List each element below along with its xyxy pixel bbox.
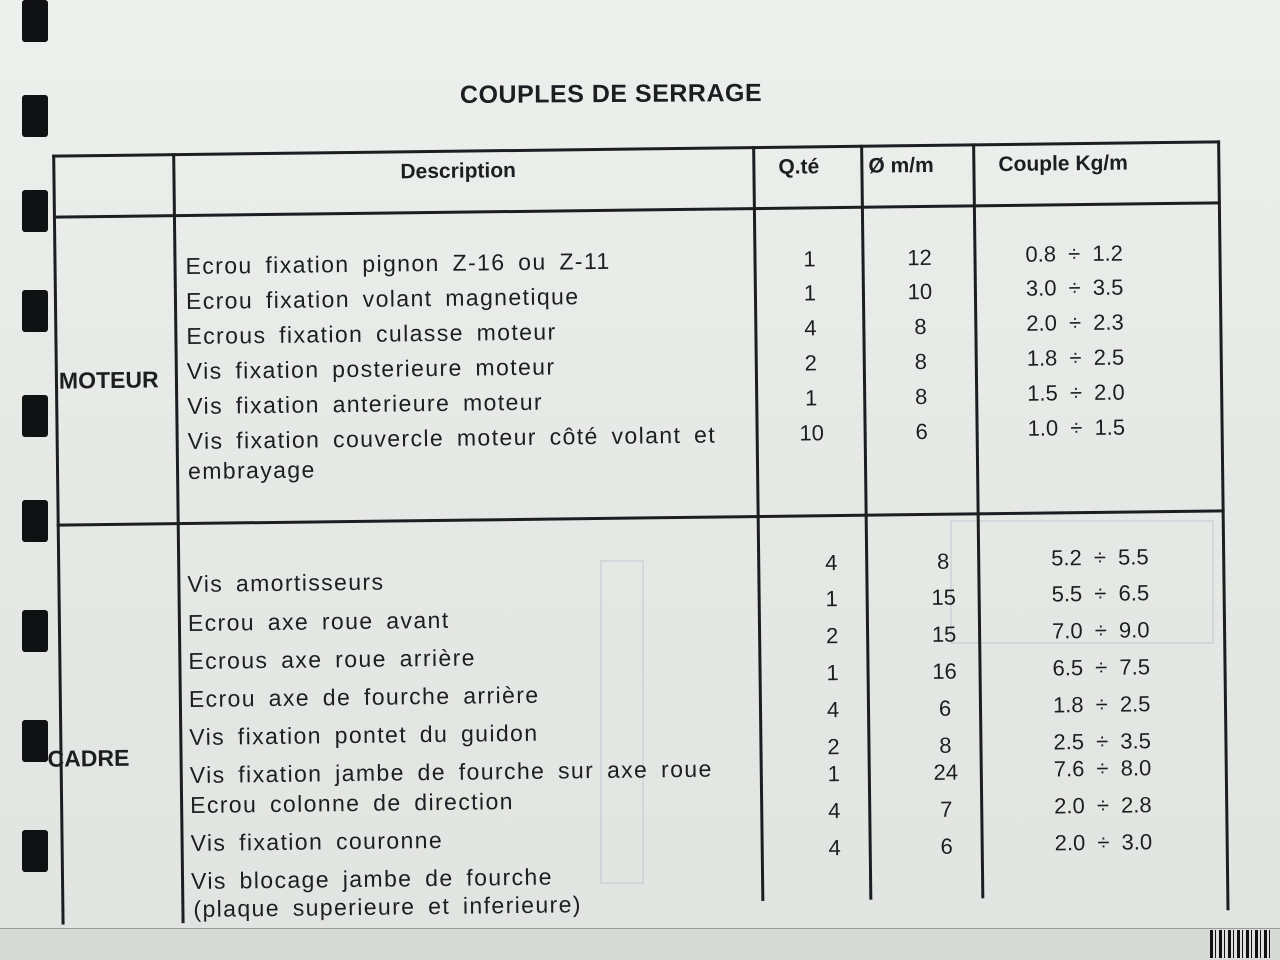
table-row-couple: 2.0 ÷ 2.3 [1026,309,1124,336]
table-row-diameter: 8 [914,383,928,410]
table-row-couple: 0.8 ÷ 1.2 [1025,240,1124,267]
table-row-couple: 6.5 ÷ 7.5 [1052,654,1151,681]
table-row-diameter: 16 [932,658,957,684]
table-row-diameter: 12 [907,244,932,271]
barcode [1210,930,1270,958]
section-label-moteur: MOTEUR [58,366,159,394]
table-row-description-cont: embrayage [187,456,316,484]
table-row-couple: 1.5 ÷ 2.0 [1027,379,1125,406]
table-row-qty: 4 [828,835,841,861]
section-label-cadre: CADRE [47,744,130,772]
table-row-description: Vis fixation anterieure moteur [187,388,544,419]
table-row-couple: 7.0 ÷ 9.0 [1051,617,1150,644]
table-row-qty: 4 [804,315,817,341]
binding-hole [22,0,48,42]
table-row-description: Ecrou axe roue avant [187,606,450,637]
table-row-description: Ecrous fixation culasse moteur [186,318,557,350]
table-row-couple: 2.0 ÷ 3.0 [1054,829,1153,856]
table-row-description: Vis fixation jambe de fourche sur axe roue [189,755,713,788]
table-row-couple: 3.0 ÷ 3.5 [1025,274,1124,301]
table-row-description: Ecrou colonne de direction [189,788,515,818]
table-row-diameter: 15 [931,584,957,610]
header-couple: Couple Kg/m [998,151,1129,177]
table-row-description: Ecrou fixation pignon Z-16 ou Z-11 [185,247,611,280]
page-title: COUPLES DE SERRAGE [459,78,763,110]
table-row-couple: 2.0 ÷ 2.8 [1054,792,1152,819]
table-row-diameter: 8 [914,348,928,375]
header-diameter: Ø m/m [868,153,934,178]
table-row-diameter: 6 [940,833,953,859]
header-description: Description [400,158,517,184]
table-row-description: Ecrous axe roue arrière [188,644,477,675]
table-row-description-cont: (plaque superieure et inferieure) [193,891,583,922]
table-row-description: Vis blocage jambe de fourche [190,863,554,894]
next-page-edge [0,928,1280,960]
header-qty: Q.té [778,155,820,179]
table-row-qty: 1 [804,385,818,411]
table-row-diameter: 8 [939,732,952,758]
table-row-diameter: 6 [938,695,952,721]
table-row-couple: 5.5 ÷ 6.5 [1051,580,1150,607]
table-row-diameter: 8 [914,313,927,340]
table-row-diameter: 8 [936,548,950,574]
table-row-qty: 1 [826,660,839,686]
table-row-qty: 1 [803,280,817,306]
torque-table [22,125,1237,930]
table-row-couple: 7.6 ÷ 8.0 [1053,755,1152,782]
table-row-qty: 2 [804,350,818,376]
table-row-diameter: 24 [933,759,959,785]
table-row-couple: 1.8 ÷ 2.5 [1052,691,1151,718]
table-row-couple: 2.5 ÷ 3.5 [1053,728,1152,755]
table-row-qty: 4 [826,697,840,723]
table-row-qty: 1 [825,586,838,612]
table-row-qty: 2 [827,734,840,760]
table-row-qty: 4 [827,798,841,824]
table-row-qty: 1 [803,246,816,272]
binding-hole [22,95,48,137]
table-row-description: Ecrou axe de fourche arrière [188,681,540,713]
table-row-couple: 1.0 ÷ 1.5 [1027,414,1126,441]
table-row-diameter: 7 [939,796,953,822]
table-row-description: Vis fixation pontet du guidon [189,719,539,750]
table-row-description: Vis amortisseurs [187,568,385,598]
table-row-description: Vis fixation couronne [190,826,444,856]
table-row-description: Vis fixation posterieure moteur [186,353,556,385]
table-row-qty: 2 [825,623,839,649]
table-row-qty: 4 [824,550,838,576]
table-row-couple: 1.8 ÷ 2.5 [1026,344,1125,371]
table-row-couple: 5.2 ÷ 5.5 [1051,544,1149,571]
table-row-diameter: 6 [915,418,928,445]
table-row-diameter: 15 [931,621,957,647]
table-row-qty: 1 [827,761,841,787]
table-row-description: Vis fixation couvercle moteur côté volant et [187,421,717,454]
table-row-diameter: 10 [907,278,933,305]
table-row-qty: 10 [799,420,825,446]
table-row-description: Ecrou fixation volant magnetique [185,283,580,315]
